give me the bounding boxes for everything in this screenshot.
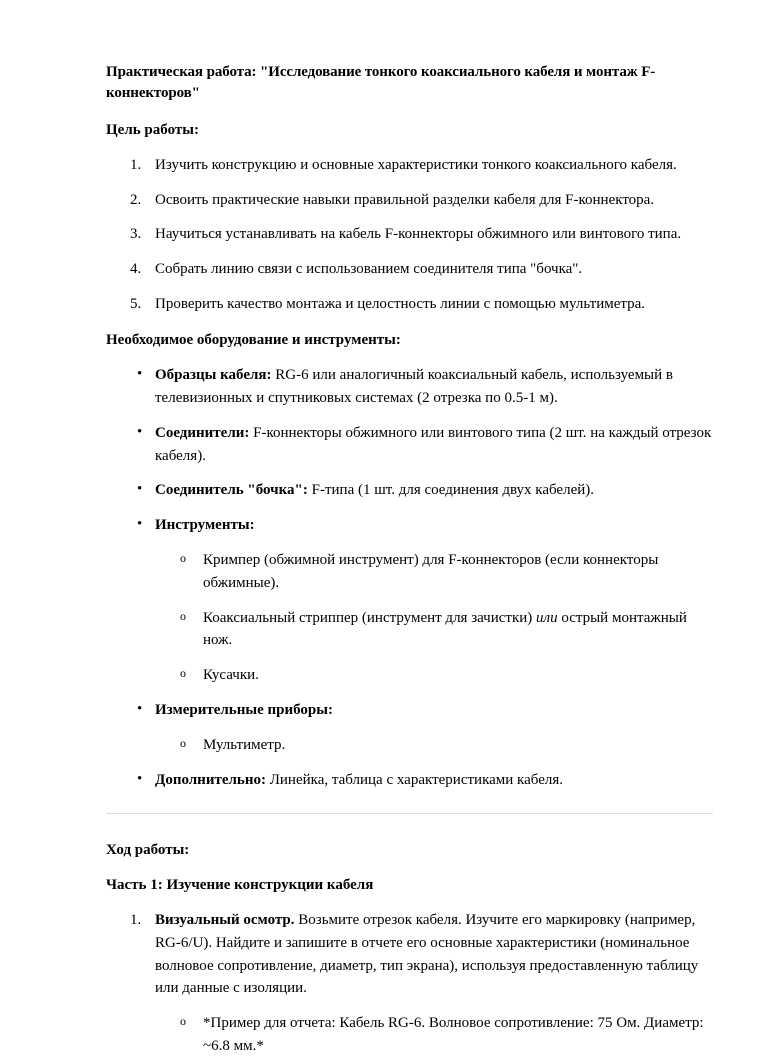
list-item	[106, 769, 713, 792]
list-item	[106, 909, 713, 1058]
bullet-icon: •	[137, 770, 143, 787]
page-title-line-1: Практическая работа: "Исследование тонкого коаксиального кабеля и монтаж F-	[106, 64, 656, 80]
bullet-icon: •	[137, 481, 143, 498]
list-item-text: F-типа (1 шт. для соединения двух кабелей).	[307, 482, 594, 499]
procedure-heading: Ход работы:	[106, 842, 190, 859]
sub-bullet-icon: o	[180, 666, 186, 681]
list-item	[155, 549, 713, 595]
bullet-icon: •	[137, 700, 143, 717]
list-item-text: Кусачки.	[203, 667, 259, 684]
list-item-label: Дополнительно:	[155, 771, 266, 788]
page-title-line-2: коннекторов"	[106, 85, 200, 102]
bullet-icon: •	[137, 516, 143, 533]
list-item-label: Соединитель "бочка":	[155, 482, 308, 499]
list-item	[106, 699, 713, 757]
list-item	[106, 189, 713, 212]
list-item-text: Кримпер (обжимной инструмент) для F-коннекторов (если коннекторы обжимные).	[203, 551, 659, 591]
bullet-icon: •	[137, 366, 143, 383]
list-item-text: *Пример для отчета: Кабель RG-6. Волновое сопротивление: 75 Ом. Диаметр: ~6.8 мм.*	[203, 1015, 704, 1054]
list-marker: 1.	[130, 911, 142, 928]
list-item	[106, 479, 713, 502]
objectives-heading: Цель работы:	[106, 121, 199, 138]
list-item-text: Изучить конструкцию и основные характеристики тонкого коаксиального кабеля.	[155, 156, 677, 173]
equipment-heading: Необходимое оборудование и инструменты:	[106, 331, 401, 348]
objectives-list	[106, 154, 713, 316]
section-divider	[106, 813, 713, 814]
list-marker: 2.	[130, 191, 142, 208]
list-item-text: Освоить практические навыки правильной разделки кабеля для F-коннектора.	[155, 191, 655, 208]
list-item-text: Собрать линию связи с использованием соединителя типа "бочка".	[155, 261, 583, 278]
bullet-icon: •	[137, 423, 143, 440]
sub-bullet-icon: o	[180, 608, 186, 623]
equipment-list	[106, 364, 713, 791]
list-marker: 1.	[130, 156, 142, 173]
list-marker: 5.	[130, 296, 142, 313]
list-item	[155, 1012, 713, 1058]
list-item-text: RG-6 или аналогичный коаксиальный кабель, используемый в телевизионных и спутниковых системах (2 отрезка по 0.5-1 м).	[155, 367, 673, 406]
tools-sub-list	[155, 549, 713, 687]
procedure-sub-list	[155, 1012, 713, 1058]
instruments-sub-list	[155, 734, 713, 757]
list-item	[155, 664, 713, 687]
list-item-label: Визуальный осмотр.	[155, 911, 295, 928]
procedure-list	[106, 909, 713, 1058]
list-item-text: F-коннекторы обжимного или винтового типа (2 шт. на каждый отрезок кабеля).	[155, 424, 712, 464]
list-item	[106, 364, 713, 410]
list-marker: 4.	[130, 261, 142, 278]
sub-bullet-icon: o	[180, 550, 186, 565]
document-content	[106, 62, 713, 1058]
list-item-emphasis: или	[536, 609, 558, 626]
list-item-label: Соединители:	[155, 424, 250, 441]
list-item	[155, 607, 713, 653]
list-item	[106, 258, 713, 281]
list-item	[106, 293, 713, 316]
list-marker: 3.	[130, 226, 142, 243]
list-item-label: Инструменты:	[155, 517, 255, 534]
list-item	[155, 734, 713, 757]
list-item-text: Линейка, таблица с характеристиками кабеля.	[265, 771, 563, 788]
list-item-text: Возьмите отрезок кабеля. Изучите его маркировку (например, RG-6/U). Найдите и запишите в отчете его основные характеристики (номинальное волновое сопротивление, диаметр, тип экрана), используя предоставленную таблицу или данные с изоляции.	[155, 911, 699, 997]
sub-bullet-icon: o	[180, 1014, 186, 1029]
list-item-label: Измерительные приборы:	[155, 701, 333, 718]
list-item-label: Образцы кабеля:	[155, 367, 272, 384]
sub-bullet-icon: o	[180, 735, 186, 750]
list-item-text: Научиться устанавливать на кабель F-коннекторы обжимного или винтового типа.	[155, 226, 682, 243]
list-item-text: Коаксиальный стриппер (инструмент для зачистки)	[203, 609, 537, 626]
list-item	[106, 514, 713, 687]
list-item-text: Проверить качество монтажа и целостность линии с помощью мультиметра.	[155, 296, 646, 313]
procedure-part-heading: Часть 1: Изучение конструкции кабеля	[106, 876, 374, 893]
page-title	[106, 62, 713, 105]
list-item-text-tail: острый монтажный нож.	[203, 609, 687, 649]
list-item	[106, 422, 713, 468]
list-item-text: Мультиметр.	[203, 736, 286, 753]
list-item	[106, 223, 713, 246]
list-item	[106, 154, 713, 177]
